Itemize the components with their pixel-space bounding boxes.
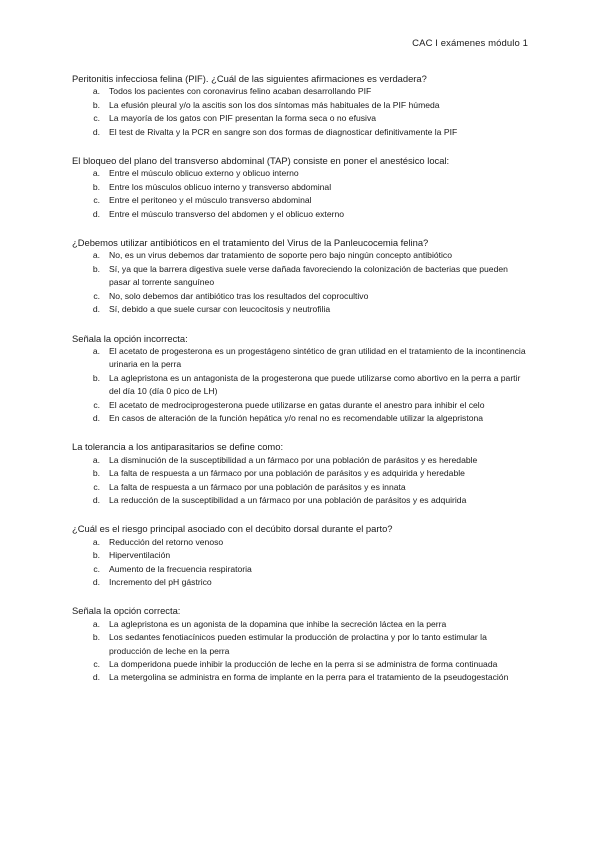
answer-option <box>72 112 530 125</box>
option-text: La reducción de la susceptibilidad a un fármaco por una población de parásitos y es adquirida <box>109 494 467 505</box>
option-text: El test de Rivalta y la PCR en sangre son dos formas de diagnosticar definitivamente la PIF <box>109 126 458 137</box>
answer-option <box>72 167 530 180</box>
exam-content <box>72 72 530 700</box>
answer-option <box>72 536 530 549</box>
question-3 <box>72 236 530 316</box>
option-letter: b. <box>92 372 100 383</box>
question-5 <box>72 440 530 507</box>
option-letter: d. <box>92 577 100 587</box>
option-letter: b. <box>92 263 100 274</box>
option-text: La falta de respuesta a un fármaco por una población de parásitos y es innata <box>109 481 406 492</box>
answer-option <box>72 126 530 139</box>
answer-option <box>72 563 530 576</box>
option-letter: c. <box>93 659 100 670</box>
answer-options <box>72 85 530 139</box>
answer-option <box>72 194 530 207</box>
option-text: Reducción del retorno venoso <box>109 536 224 547</box>
option-letter: a. <box>92 86 100 97</box>
option-text: Entre el músculo transverso del abdomen y el oblicuo externo <box>109 208 345 219</box>
option-letter: a. <box>92 345 100 356</box>
option-letter: d. <box>92 672 100 683</box>
answer-option <box>72 263 530 290</box>
page-header: CAC I exámenes módulo 1 <box>412 38 528 49</box>
answer-option <box>72 399 530 412</box>
option-text: No, solo debemos dar antibiótico tras los resultados del coprocultivo <box>109 290 369 301</box>
question-text: Peritonitis infecciosa felina (PIF). ¿Cuál de las siguientes afirmaciones es verdadera? <box>72 73 427 84</box>
option-text: El acetato de progesterona es un progestágeno sintético de gran utilidad en el tratamiento de la incontinencia urinaria en la perra <box>109 345 526 370</box>
answer-options <box>72 454 530 508</box>
option-letter: c. <box>93 399 100 410</box>
question-text: Señala la opción correcta: <box>72 605 181 617</box>
option-text: No, es un virus debemos dar tratamiento de soporte pero bajo ningún concepto antibiótico <box>109 250 453 261</box>
option-letter: a. <box>92 536 100 547</box>
option-text: Aumento de la frecuencia respiratoria <box>109 563 252 574</box>
option-letter: d. <box>92 412 100 423</box>
answer-options <box>72 249 530 316</box>
option-text: Entre el músculo oblicuo externo y oblicuo interno <box>109 168 299 179</box>
option-letter: b. <box>92 181 100 192</box>
question-text: ¿Cuál es el riesgo principal asociado con el decúbito dorsal durante el parto? <box>72 523 393 535</box>
option-letter: c. <box>93 195 100 206</box>
question-7 <box>72 604 530 684</box>
option-text: Entre los músculos oblicuo interno y transverso abdominal <box>109 181 332 192</box>
answer-option <box>72 290 530 303</box>
option-letter: a. <box>92 168 100 179</box>
option-text: El acetato de medrociprogesterona puede utilizarse en gatas durante el anestro para inhibir el celo <box>109 399 485 410</box>
option-text: Sí, debido a que suele cursar con leucocitosis y neutrofilia <box>109 304 331 315</box>
answer-option <box>72 208 530 221</box>
option-text: Los sedantes fenotiacínicos pueden estimular la producción de prolactina y por lo tanto estimular la producción de leche en la perra <box>109 632 487 656</box>
question-4 <box>72 332 530 426</box>
answer-option <box>72 671 530 684</box>
option-letter: b. <box>92 99 100 110</box>
answer-option <box>72 576 530 589</box>
option-letter: d. <box>92 126 100 137</box>
option-letter: c. <box>93 290 100 301</box>
question-text: ¿Debemos utilizar antibióticos en el tratamiento del Virus de la Panleucocemia felina? <box>72 237 429 249</box>
option-text: Todos los pacientes con coronavirus felino acaban desarrollando PIF <box>109 86 372 97</box>
option-text: Sí, ya que la barrera digestiva suele verse dañada favoreciendo la colonización de bacterias que pueden pasar al torrente sanguíneo <box>109 263 508 288</box>
option-letter: d. <box>92 494 100 505</box>
option-letter: a. <box>92 250 100 261</box>
option-letter: a. <box>92 454 100 465</box>
answer-option <box>72 549 530 562</box>
answer-option <box>72 467 530 480</box>
option-text: Entre el peritoneo y el músculo transverso abdominal <box>109 195 312 206</box>
option-letter: d. <box>92 208 100 219</box>
option-letter: a. <box>92 618 100 629</box>
answer-option <box>72 85 530 98</box>
option-letter: c. <box>93 563 100 574</box>
answer-option <box>72 372 530 399</box>
option-text: Hiperventilación <box>109 550 171 561</box>
answer-option <box>72 345 530 372</box>
question-1 <box>72 72 530 139</box>
answer-option <box>72 303 530 316</box>
option-letter: b. <box>92 468 100 479</box>
option-letter: c. <box>93 481 100 492</box>
question-text: La tolerancia a los antiparasitarios se define como: <box>72 441 284 453</box>
option-letter: b. <box>92 632 100 643</box>
answer-options <box>72 167 530 221</box>
option-text: Incremento del pH gástrico <box>109 577 212 587</box>
option-text: La aglepristona es un antagonista de la progesterona que puede utilizarse como abortivo en la perra a partir del día 10 (día 0 pico de LH) <box>109 372 521 397</box>
option-text: La aglepristona es un agonista de la dopamina que inhibe la secreción láctea en la perra <box>109 618 447 629</box>
option-text: La efusión pleural y/o la ascitis son los dos síntomas más habituales de la PIF húmeda <box>109 99 440 110</box>
question-6 <box>72 522 530 589</box>
answer-option <box>72 412 530 425</box>
answer-option <box>72 99 530 112</box>
answer-options <box>72 345 530 425</box>
option-text: La falta de respuesta a un fármaco por una población de parásitos y es adquirida y heredable <box>109 468 465 479</box>
answer-options <box>72 536 530 590</box>
option-text: La metergolina se administra en forma de implante en la perra para el tratamiento de la pseudogestación <box>109 672 509 683</box>
question-text: El bloqueo del plano del transverso abdominal (TAP) consiste en poner el anestésico local: <box>72 155 450 167</box>
option-letter: b. <box>92 550 100 561</box>
option-text: La mayoría de los gatos con PIF presentan la forma seca o no efusiva <box>109 113 377 124</box>
answer-option <box>72 494 530 507</box>
answer-option <box>72 618 530 631</box>
answer-option <box>72 454 530 467</box>
option-text: La domperidona puede inhibir la producción de leche en la perra si se administra de forma continuada <box>109 659 498 670</box>
answer-option <box>72 658 530 671</box>
answer-option <box>72 249 530 262</box>
option-letter: c. <box>93 113 100 124</box>
answer-option <box>72 181 530 194</box>
answer-options <box>72 618 530 685</box>
option-text: En casos de alteración de la función hepática y/o renal no es recomendable utilizar la algepristona <box>109 412 484 423</box>
option-text: La disminución de la susceptibilidad a un fármaco por una población de parásitos y es heredable <box>109 454 478 465</box>
question-text: Señala la opción incorrecta: <box>72 332 188 344</box>
question-2 <box>72 154 530 221</box>
option-letter: d. <box>92 304 100 315</box>
answer-option <box>72 631 530 658</box>
answer-option <box>72 481 530 494</box>
